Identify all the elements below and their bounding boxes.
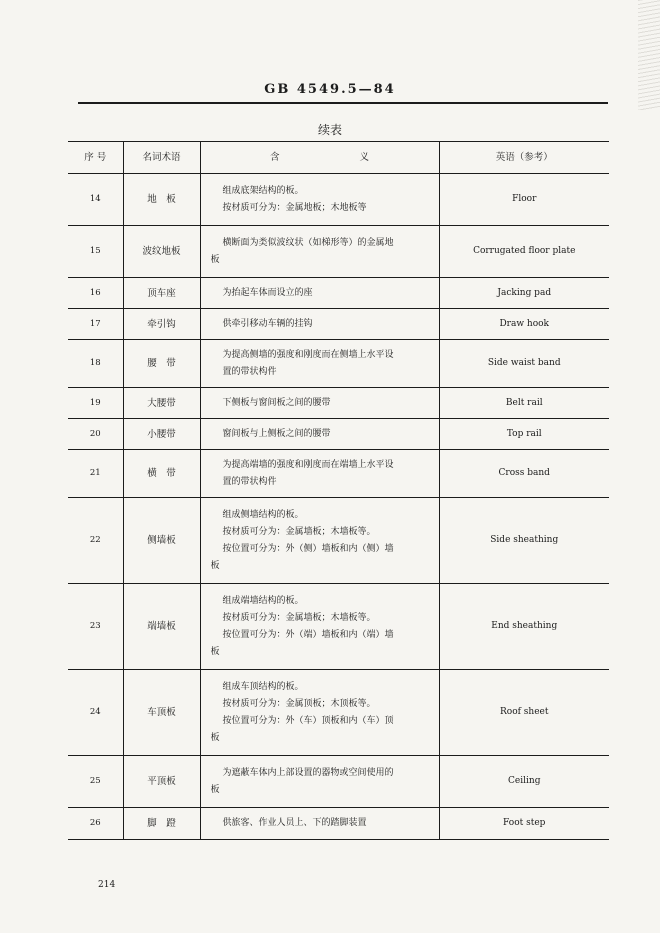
row-definition — [200, 450, 439, 498]
row-english: Corrugated floor plate — [439, 226, 609, 278]
table-caption: 续表 — [317, 123, 342, 137]
column-header-english: 英语（参考） — [439, 142, 609, 174]
row-number: 23 — [68, 584, 123, 670]
row-english: Cross band — [439, 450, 609, 498]
row-number: 18 — [68, 340, 123, 388]
definition-line: 置的带状构件 — [222, 366, 277, 377]
row-english: Foot step — [439, 808, 609, 840]
row-definition — [200, 756, 439, 808]
definition-line: 板 — [210, 732, 220, 743]
table-row — [68, 174, 609, 226]
table-row — [68, 309, 609, 340]
row-term: 横 带 — [123, 450, 200, 498]
column-header-definition: 含 义 — [200, 142, 439, 174]
definition-line: 供旅客、作业人员上、下的踏脚装置 — [222, 818, 367, 828]
table-row — [68, 278, 609, 309]
row-definition — [200, 498, 439, 584]
row-definition — [200, 584, 439, 670]
row-term: 牵引钩 — [123, 309, 200, 340]
row-number: 21 — [68, 450, 123, 498]
row-english: Floor — [439, 174, 609, 226]
definition-line: 按位置可分为：外（端）墙板和内（端）墙 — [222, 629, 394, 640]
row-number: 16 — [68, 278, 123, 309]
definition-line: 板 — [210, 784, 220, 795]
row-number: 24 — [68, 670, 123, 756]
row-definition — [200, 808, 439, 840]
definition-line: 板 — [210, 646, 220, 657]
definition-line: 按材质可分为：金属顶板；木顶板等。 — [222, 698, 376, 709]
page-number: 214 — [98, 880, 116, 890]
row-english: Side waist band — [439, 340, 609, 388]
definition-line: 横断面为类似波纹状（如梯形等）的金属地 — [222, 237, 394, 248]
row-term: 端墙板 — [123, 584, 200, 670]
row-number: 25 — [68, 756, 123, 808]
row-english: Draw hook — [439, 309, 609, 340]
table-row — [68, 808, 609, 840]
column-header-number: 序 号 — [68, 142, 123, 174]
row-english: Roof sheet — [439, 670, 609, 756]
table-row — [68, 584, 609, 670]
row-number: 22 — [68, 498, 123, 584]
row-english: Side sheathing — [439, 498, 609, 584]
row-definition — [200, 309, 439, 340]
row-term: 小腰带 — [123, 419, 200, 450]
row-term: 波纹地板 — [123, 226, 200, 278]
table-row — [68, 226, 609, 278]
definition-line: 板 — [210, 560, 220, 571]
row-definition — [200, 388, 439, 419]
definition-line: 下侧板与窗间板之间的腰带 — [222, 397, 331, 408]
row-definition — [200, 419, 439, 450]
table-row — [68, 450, 609, 498]
definition-line: 置的带状构件 — [222, 476, 277, 487]
row-number: 19 — [68, 388, 123, 419]
row-number: 20 — [68, 419, 123, 450]
row-definition — [200, 340, 439, 388]
definition-line: 组成车顶结构的板。 — [222, 681, 304, 692]
table-row — [68, 419, 609, 450]
definition-line: 为抬起车体而设立的座 — [222, 287, 313, 298]
standard-code: GB 4549.5—84 — [264, 82, 396, 97]
definition-line: 板 — [210, 254, 220, 265]
row-definition — [200, 226, 439, 278]
definition-line: 窗间板与上侧板之间的腰带 — [222, 428, 331, 439]
definition-line: 为提高侧墙的强度和刚度而在侧墙上水平设 — [222, 349, 394, 360]
table-row — [68, 340, 609, 388]
row-term: 地 板 — [123, 174, 200, 226]
row-number: 17 — [68, 309, 123, 340]
row-definition — [200, 670, 439, 756]
definition-line: 为遮蔽车体内上部设置的器物或空间使用的 — [222, 767, 394, 778]
definition-line: 供牵引移动车辆的挂钩 — [222, 318, 313, 329]
definition-line: 组成侧墙结构的板。 — [222, 509, 304, 520]
row-term: 平顶板 — [123, 756, 200, 808]
row-term: 大腰带 — [123, 388, 200, 419]
definition-line: 按材质可分为：金属墙板；木墙板等。 — [222, 526, 376, 537]
column-header-term: 名词术语 — [123, 142, 200, 174]
row-term: 腰 带 — [123, 340, 200, 388]
definition-line: 按材质可分为：金属地板；木地板等 — [222, 202, 367, 213]
row-english: Ceiling — [439, 756, 609, 808]
table-row — [68, 498, 609, 584]
row-english: End sheathing — [439, 584, 609, 670]
row-definition — [200, 278, 439, 309]
row-number: 26 — [68, 808, 123, 840]
row-english: Belt rail — [439, 388, 609, 419]
definition-line: 按位置可分为：外（侧）墙板和内（侧）墙 — [222, 543, 394, 554]
row-term: 顶车座 — [123, 278, 200, 309]
row-term: 脚 蹬 — [123, 808, 200, 840]
header-rule — [78, 102, 608, 104]
row-term: 车顶板 — [123, 670, 200, 756]
table-row — [68, 756, 609, 808]
table-row — [68, 670, 609, 756]
definition-line: 组成底架结构的板。 — [222, 185, 304, 196]
row-english: Top rail — [439, 419, 609, 450]
definition-line: 按材质可分为：金属墙板；木墙板等。 — [222, 612, 376, 623]
terms-table — [68, 141, 609, 840]
definition-line: 按位置可分为：外（车）顶板和内（车）顶 — [222, 715, 394, 726]
definition-line: 组成端墙结构的板。 — [222, 595, 304, 606]
table-row — [68, 388, 609, 419]
table-header-row — [68, 142, 609, 174]
row-definition — [200, 174, 439, 226]
row-english: Jacking pad — [439, 278, 609, 309]
row-term: 侧墙板 — [123, 498, 200, 584]
definition-line: 为提高端墙的强度和刚度而在端墙上水平设 — [222, 459, 394, 470]
row-number: 14 — [68, 174, 123, 226]
row-number: 15 — [68, 226, 123, 278]
